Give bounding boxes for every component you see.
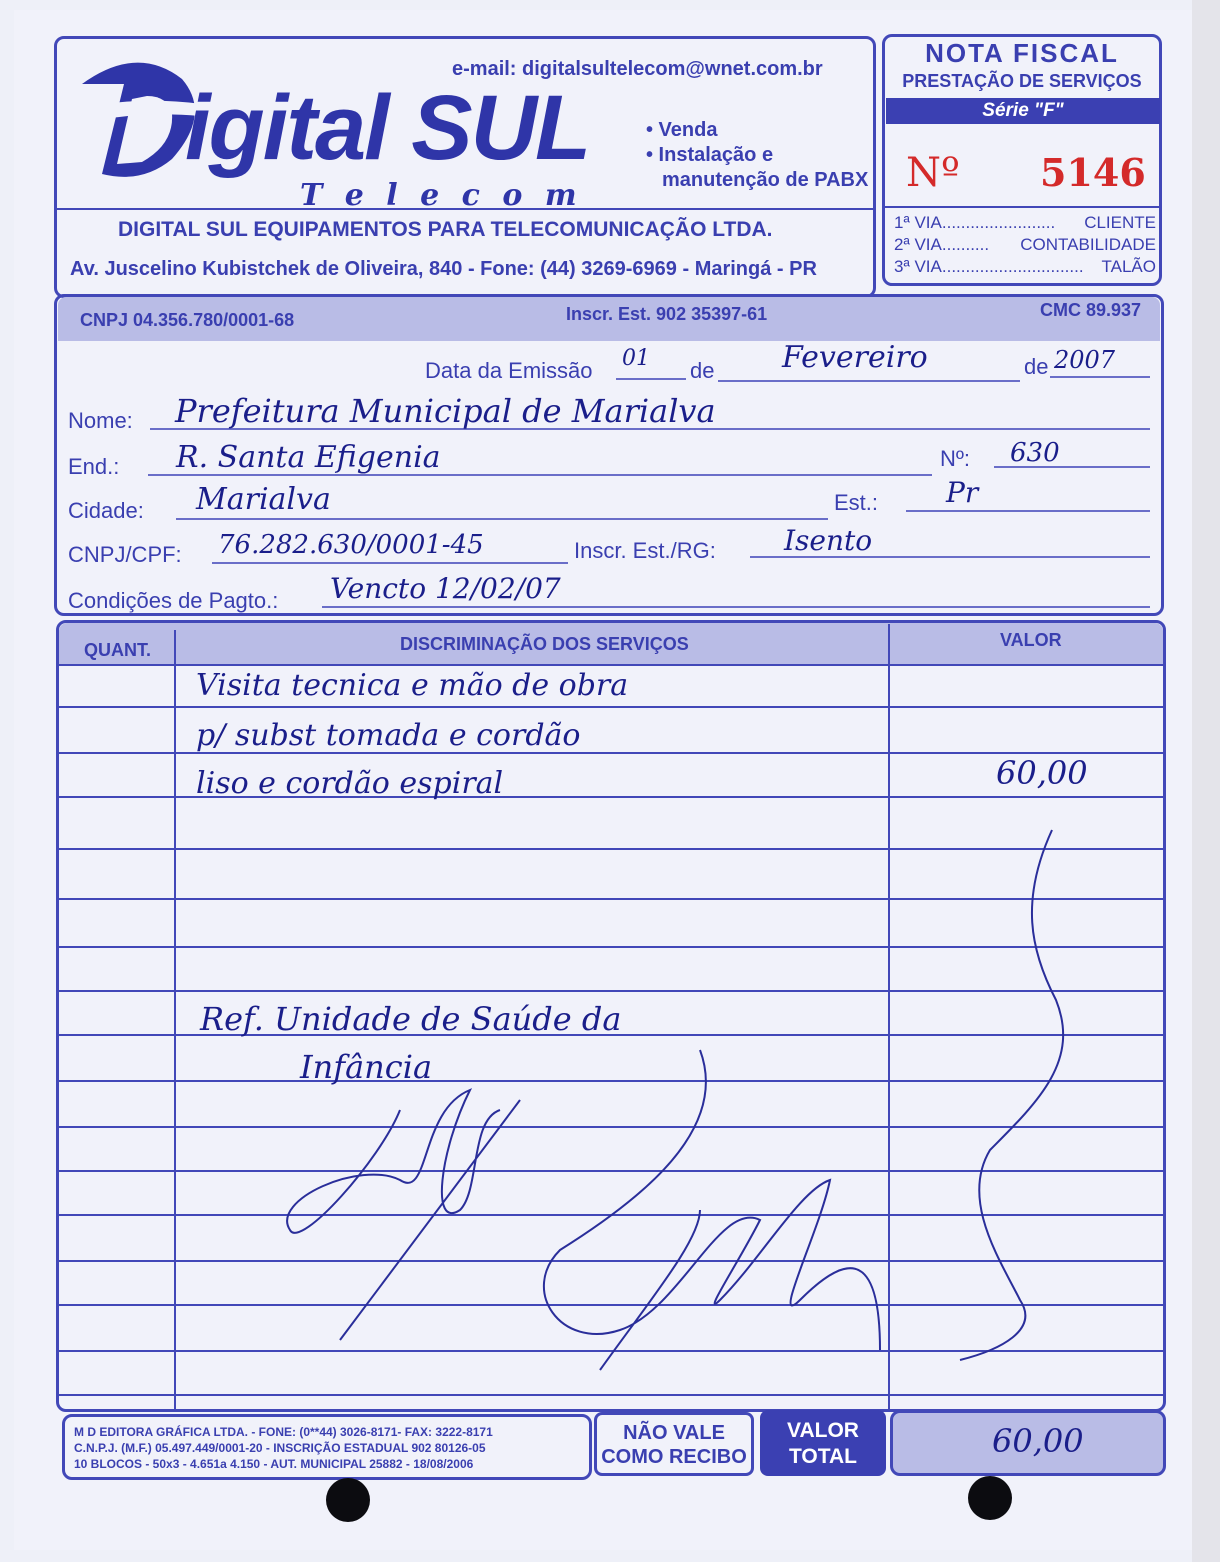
via-3-dest: TALÃO: [1101, 257, 1156, 276]
company-cmc: CMC 89.937: [1040, 300, 1142, 320]
nota-number: 5146: [1040, 150, 1146, 195]
via-1-dest: CLIENTE: [1084, 213, 1156, 232]
nota-subtitle: PRESTAÇÃO DE SERVIÇOS: [902, 71, 1142, 91]
de-label-2: de: [1024, 354, 1049, 379]
company-legal-name: DIGITAL SUL EQUIPAMENTOS PARA TELECOMUNICAÇÃO LTDA.: [118, 218, 773, 241]
service-line-value: 60,00: [996, 754, 1088, 792]
signature-2: [544, 1050, 880, 1370]
service-maintenance: manutenção de PABX: [662, 169, 869, 191]
via-2-label: 2ª VIA: [894, 235, 942, 254]
nota-serie: Série "F": [886, 98, 1160, 124]
emission-day: 01: [622, 346, 650, 371]
punch-hole-left: [326, 1478, 370, 1522]
printer-line-1: M D EDITORA GRÁFICA LTDA. - FONE: (0**44) 3026-8171- FAX: 3222-8171: [74, 1425, 493, 1439]
via-1-dots: ........................: [941, 213, 1056, 232]
printer-line-2: C.N.P.J. (M.F.) 05.497.449/0001-20 - INSCRIÇÃO ESTADUAL 902 80126-05: [74, 1441, 486, 1455]
col-value: VALOR: [1000, 630, 1062, 650]
customer-state-reg: Isento: [784, 524, 873, 557]
company-inscr-est: Inscr. Est. 902 35397-61: [566, 304, 768, 324]
col-quantity: QUANT.: [84, 640, 151, 660]
via-1-label: 1ª VIA: [894, 213, 942, 232]
city-label: Cidade:: [68, 498, 144, 523]
reference-note-2: Infância: [300, 1048, 433, 1086]
not-a-receipt-line-1: NÃO VALE: [623, 1422, 725, 1444]
service-sale: • Venda: [646, 119, 718, 141]
logo-wordmark: igital SUL: [185, 77, 590, 179]
service-line-1: Visita tecnica e mão de obra: [196, 668, 629, 703]
via-2-dots: ..........: [941, 235, 990, 254]
payment-terms: Vencto 12/02/07: [330, 572, 561, 605]
nota-title: NOTA FISCAL: [925, 38, 1119, 68]
printer-line-3: 10 BLOCOS - 50x3 - 4.651a 4.150 - AUT. MUNICIPAL 25882 - 18/08/2006: [74, 1457, 474, 1471]
col-description: DISCRIMINAÇÃO DOS SERVIÇOS: [400, 634, 689, 654]
total-value-label-1: VALOR: [787, 1419, 859, 1442]
via-3-label: 3ª VIA: [894, 257, 942, 276]
de-label-1: de: [690, 358, 715, 383]
customer-cnpj: 76.282.630/0001-45: [218, 530, 484, 560]
total-value: 60,00: [992, 1422, 1084, 1460]
company-address: Av. Juscelino Kubistchek de Oliveira, 840 - Fone: (44) 3269-6969 - Maringá - PR: [70, 258, 817, 280]
customer-state: Pr: [946, 476, 979, 509]
printer-info: [74, 1424, 493, 1472]
signature-1: [287, 1090, 520, 1340]
nota-number-symbol: Nº: [906, 150, 960, 196]
cancel-squiggle: [960, 830, 1063, 1360]
via-3-dots: ..............................: [941, 257, 1084, 276]
state-label: Est.:: [834, 490, 879, 515]
customer-name: Prefeitura Municipal de Marialva: [175, 392, 716, 430]
cpf-label: CNPJ/CPF:: [68, 542, 182, 567]
emission-month: Fevereiro: [782, 340, 928, 375]
not-a-receipt-line-2: COMO RECIBO: [601, 1446, 747, 1468]
reference-note-1: Ref. Unidade de Saúde da: [200, 1000, 622, 1038]
customer-number: 630: [1010, 438, 1060, 468]
company-cnpj: CNPJ 04.356.780/0001-68: [80, 310, 295, 330]
number-label: Nº:: [940, 446, 971, 471]
total-value-label-2: TOTAL: [788, 1445, 858, 1468]
payment-terms-label: Condições de Pagto.:: [68, 588, 279, 613]
service-line-3: liso e cordão espiral: [196, 766, 504, 801]
total-value-label-box: [760, 1410, 886, 1476]
address-label: End.:: [68, 454, 120, 479]
emission-date-label: Data da Emissão: [425, 358, 593, 383]
emission-year: 2007: [1054, 346, 1116, 374]
state-reg-label: Inscr. Est./RG:: [574, 538, 716, 563]
company-email: e-mail: digitalsultelecom@wnet.com.br: [452, 58, 823, 80]
logo-subtitle: T e l e c o m: [300, 178, 583, 213]
via-2-dest: CONTABILIDADE: [1020, 235, 1156, 254]
customer-city: Marialva: [196, 482, 331, 517]
name-label: Nome:: [68, 408, 133, 433]
not-a-receipt-box: [594, 1412, 754, 1476]
punch-hole-right: [968, 1476, 1012, 1520]
customer-address: R. Santa Efigenia: [176, 440, 441, 475]
service-line-2: p/ subst tomada e cordão: [196, 718, 581, 753]
service-installation: • Instalação e: [646, 144, 774, 166]
